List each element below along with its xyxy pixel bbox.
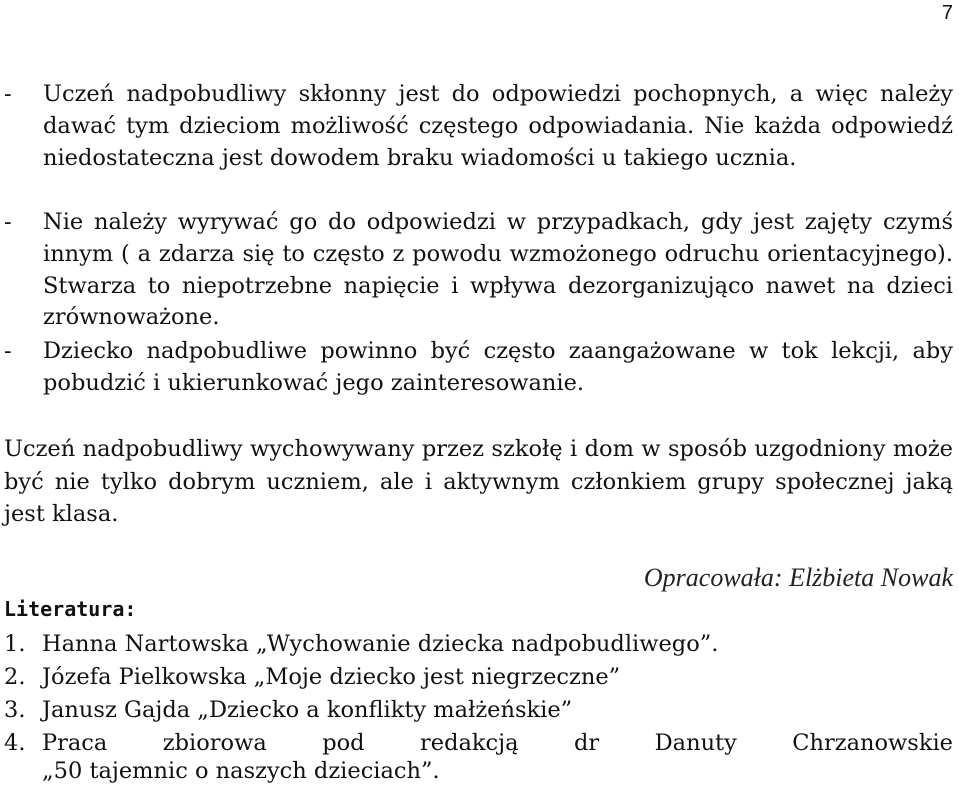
bullet-marker: - [4, 209, 12, 235]
literature-item-text: Janusz Gajda „Dziecko a konflikty małżeńskie” [42, 697, 573, 723]
summary-paragraph: Uczeń nadpobudliwy wychowywany przez szkołę i dom w sposób uzgodniony może być nie tylko dobrym uczniem, ale i aktywnym członkiem grupy społecznej jaką jest klasa. [4, 436, 953, 527]
literature-item-text: Hanna Nartowska „Wychowanie dziecka nadpobudliwego”. [42, 631, 719, 657]
literature-item-text: Praca zbiorowa pod redakcją dr Danuty Chrzanowskie [42, 730, 953, 756]
literature-item-number: 3. [4, 697, 26, 723]
literature-item-text: Józefa Pielkowska „Moje dziecko jest niegrzeczne” [42, 664, 621, 690]
page-number: 7 [941, 2, 953, 24]
literature-item-number: 2. [4, 664, 26, 690]
literature-item [4, 727, 953, 759]
bullet-text-3: Dziecko nadpobudliwe powinno być często zaangażowane w tok lekcji, aby pobudzić i ukierunkować jego zainteresowanie. [43, 338, 953, 396]
bullet-text-1: Uczeń nadpobudliwy skłonny jest do odpowiedzi pochopnych, a więc należy dawać tym dzieciom możliwość częstego odpowiadania. Nie każda odpowiedź niedostateczna jest dowodem braku wiadomości u takiego ucznia. [43, 81, 953, 171]
bullet-marker: - [4, 81, 12, 107]
literature-item [4, 628, 953, 660]
literature-item-number: 4. [4, 730, 26, 756]
literature-item-number: 1. [4, 631, 26, 657]
bullet-marker: - [4, 338, 12, 364]
literature-item-continuation: „50 tajemnic o naszych dzieciach”. [42, 758, 440, 784]
author-signature: Opracowała: Elżbieta Nowak [643, 563, 953, 592]
literature-item [4, 661, 953, 693]
bullet-text-2: Nie należy wyrywać go do odpowiedzi w przypadkach, gdy jest zajęty czymś innym ( a zdarza się to często z powodu wzmożonego odruchu orientacyjnego). Stwarza to niepotrzebne napięcie i wpływa dezorganizująco nawet na dzieci zrównoważone. [43, 209, 953, 331]
literature-item [4, 694, 953, 726]
literature-heading: Literatura: [4, 597, 137, 621]
